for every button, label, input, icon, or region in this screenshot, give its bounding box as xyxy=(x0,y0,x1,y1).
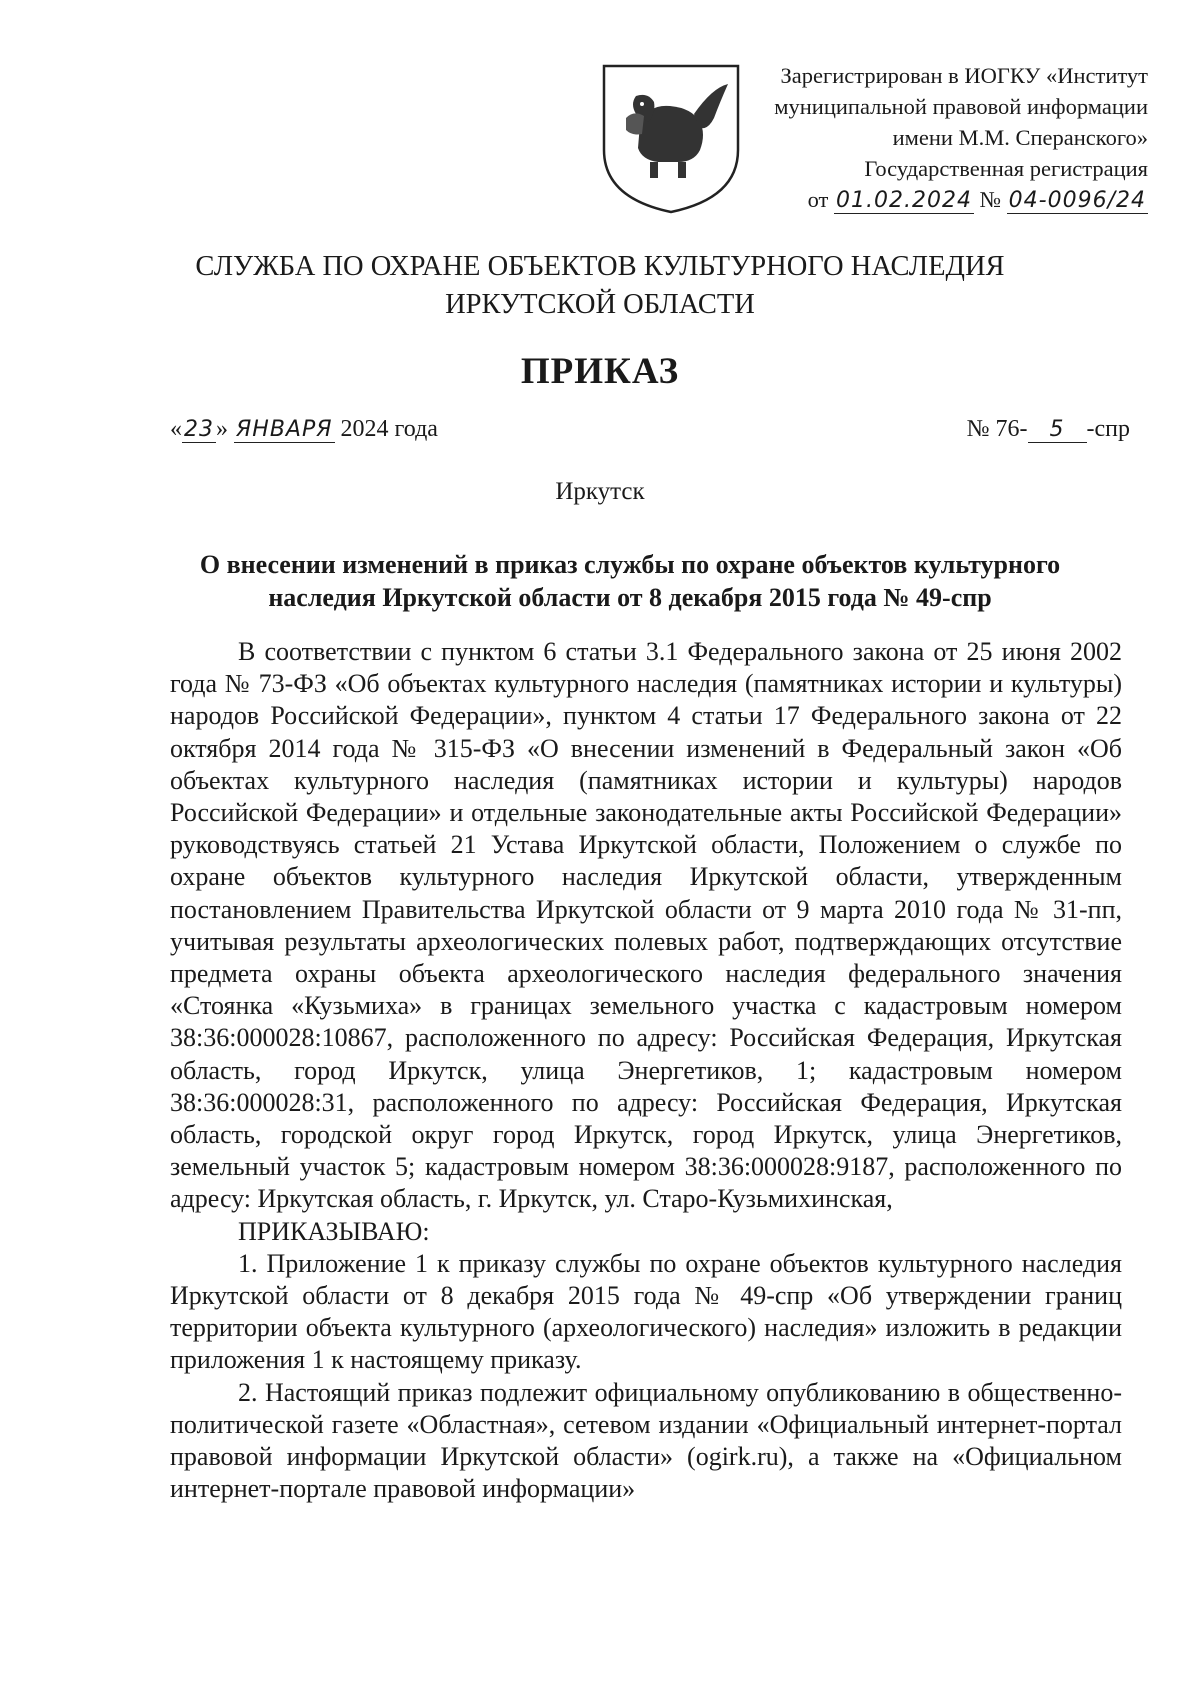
organization-line-2: ИРКУТСКОЙ ОБЛАСТИ xyxy=(445,289,755,320)
registration-line-2: муниципальной правовой информации xyxy=(774,94,1148,119)
registration-number-label: № xyxy=(979,187,1002,212)
order-item-1: 1. Приложение 1 к приказу службы по охране объектов культурного наследия Иркутской области от 8 декабря 2015 года № 49-спр «Об утверждении границ территории объекта культурного (археологического) наследия» изложить в редакции приложения 1 к настоящему приказу. xyxy=(170,1248,1122,1375)
registration-line-1: Зарегистрирован в ИОГКУ «Институт xyxy=(780,63,1148,88)
order-number xyxy=(967,416,1130,443)
registration-number-handwritten: 04-0096/24 xyxy=(1008,188,1146,213)
preamble-paragraph: В соответствии с пунктом 6 статьи 3.1 Федерального закона от 25 июня 2002 года № 73-ФЗ «Об объектах культурного наследия (памятниках истории и культуры) народов Российской Федерации», пунктом 4 статьи 17 Федерального закона от 22 октября 2014 года № 315-ФЗ «О внесении изменений в Федеральный закон «Об объектах культурного наследия (памятниках истории и культуры) народов Российской Федерации» и отдельные законодательные акты Российской Федерации» руководствуясь статьей 21 Устава Иркутской области, Положением о службе по охране объектов культурного наследия Иркутской области, утвержденным постановлением Правительства Иркутской области от 9 марта 2010 года № 31-пп, учитывая результаты археологических полевых работ, подтверждающих отсутствие предмета охраны объекта археологического наследия федерального значения «Стоянка «Кузьмиха» в границах земельного участка с кадастровым номером 38:36:000028:10867, расположенного по адресу: Российская Федерация, Иркутская область, город Иркутск, улица Энергетиков, 1; кадастровым номером 38:36:000028:31, расположенного по адресу: Российская Федерация, Иркутская область, городской округ город Иркутск, город Иркутск, улица Энергетиков, земельный участок 5; кадастровым номером 38:36:000028:9187, расположенного по адресу: Иркутская область, г. Иркутск, ул. Старо-Кузьмихинская, xyxy=(170,637,1122,1214)
date-close-quote: » xyxy=(216,416,228,442)
organization-line-1: СЛУЖБА ПО ОХРАНЕ ОБЪЕКТОВ КУЛЬТУРНОГО НАСЛЕДИЯ xyxy=(195,251,1005,282)
document-type-title: ПРИКАЗ xyxy=(520,351,680,392)
city-name: Иркутск xyxy=(555,478,645,505)
date-year: 2024 года xyxy=(340,416,438,442)
document-heading: О внесении изменений в приказ службы по охране объектов культурного наследия Иркутской области от 8 декабря 2015 года № 49-спр xyxy=(199,550,1061,612)
date-month-handwritten: ЯНВАРЯ xyxy=(236,417,333,442)
date-day-handwritten: 23 xyxy=(184,417,214,442)
date-open-quote: « xyxy=(170,416,182,442)
order-item-2: 2. Настоящий приказ подлежит официальному опубликованию в общественно-политической газете «Областная», сетевом издании «Официальный интернет-портал правовой информации Иркутской области» (ogirk.ru), а также на «Официальном интернет-портале правовой информации» xyxy=(170,1377,1122,1504)
order-number-prefix: № 76- xyxy=(966,416,1028,442)
registration-from-label: от xyxy=(807,187,829,212)
order-word: ПРИКАЗЫВАЮ: xyxy=(238,1216,430,1246)
order-number-handwritten: 5 xyxy=(1028,417,1087,443)
registration-date-handwritten: 01.02.2024 xyxy=(835,188,972,213)
order-number-suffix: -спр xyxy=(1086,416,1130,442)
order-date xyxy=(170,416,438,443)
document-body xyxy=(170,636,1122,1505)
organization-name xyxy=(0,248,1200,324)
registration-date-line xyxy=(708,184,1148,216)
registration-line-4: Государственная регистрация xyxy=(864,156,1148,181)
registration-stamp xyxy=(708,60,1148,216)
registration-line-3: имени М.М. Сперанского» xyxy=(892,125,1148,150)
